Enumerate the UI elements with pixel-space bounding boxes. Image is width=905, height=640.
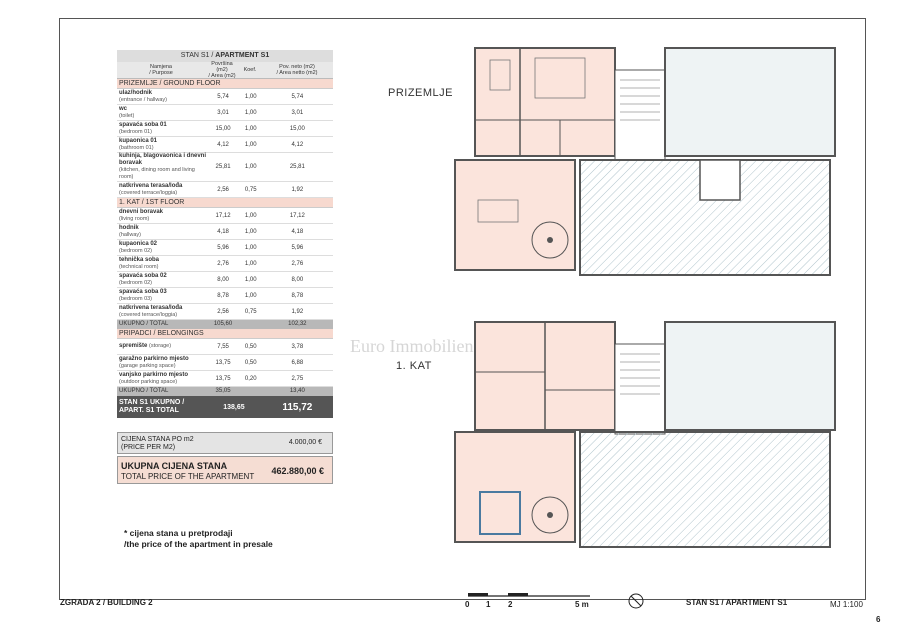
row-sub: (entrance / hallway) xyxy=(119,96,167,103)
row-name: natkrivena terasa/lođa xyxy=(119,182,183,189)
belongings-total-net: 13,40 xyxy=(289,388,305,394)
footer-building: ZGRADA 2 / BUILDING 2 xyxy=(60,598,153,607)
row-area: 3,01 xyxy=(217,109,229,116)
first-floor-plan xyxy=(455,322,835,547)
ground-floor-section: PRIZEMLJE / GROUND FLOOR xyxy=(117,79,333,89)
hdr-area: Površina (m2) xyxy=(211,61,233,73)
row-name: wc xyxy=(119,105,128,112)
hdr-net-sub: / Area netto (m2) xyxy=(276,70,318,76)
first-living-area xyxy=(455,432,575,542)
row-net: 8,00 xyxy=(291,276,304,283)
row-area: 5,74 xyxy=(217,93,229,100)
title-part-b: APARTMENT S1 xyxy=(215,52,270,59)
row-net: 3,01 xyxy=(291,109,304,116)
first-stairwell xyxy=(615,344,665,434)
note-line-2: /the price of the apartment in presale xyxy=(124,539,273,549)
level-label-first: 1. KAT xyxy=(396,360,432,372)
row-net: 2,75 xyxy=(291,375,304,382)
price-m2-value: 4.000,00 € xyxy=(288,439,322,446)
belongings-section: PRIPADCI / BELONGINGS xyxy=(117,329,333,339)
row-name: spavaća soba 01 xyxy=(119,121,167,128)
row-name: hodnik xyxy=(119,224,139,231)
hdr-coef: Koef. xyxy=(243,67,257,73)
row-sub: (bathroom 01) xyxy=(119,144,154,151)
total-net: 102,32 xyxy=(288,321,307,327)
row-sub: (outdoor parking space) xyxy=(119,378,178,385)
row-net: 1,92 xyxy=(291,308,304,315)
row-sub: (bedroom 02) xyxy=(119,247,153,254)
row-area: 2,56 xyxy=(217,186,229,193)
row-net: 5,96 xyxy=(291,244,304,251)
price-m2-label: CIJENA STANA PO m2 xyxy=(121,436,194,443)
row-name: garažno parkirno mjesto xyxy=(119,355,189,362)
grand-area: 138,65 xyxy=(223,403,245,411)
row-area: 5,96 xyxy=(217,244,229,251)
scale-tick-0: 0 xyxy=(465,600,470,609)
row-name: spremište xyxy=(119,343,148,349)
belongings-total-area: 35,05 xyxy=(215,388,231,394)
scale-tick-5: 5 m xyxy=(575,600,589,609)
hdr-net: Pov. neto (m2) xyxy=(279,64,315,70)
row-area: 4,18 xyxy=(217,228,229,235)
row-name: kuhinja, blagovaonica i dnevni boravak xyxy=(119,153,207,166)
row-coef: 1,00 xyxy=(244,276,257,283)
row-coef: 1,00 xyxy=(244,93,257,100)
row-sub: (kitchen, dining room and living room) xyxy=(119,167,195,180)
row-net: 5,74 xyxy=(291,93,304,100)
row-name: ulaz/hodnik xyxy=(119,89,152,96)
page-number: 6 xyxy=(876,615,881,624)
title-part-a: STAN S1 / xyxy=(180,52,216,59)
grand-label-2: APART. S1 TOTAL xyxy=(119,407,179,414)
row-area: 7,55 xyxy=(217,343,229,350)
row-net: 4,12 xyxy=(291,141,304,148)
row-coef: 1,00 xyxy=(244,125,257,132)
row-coef: 1,00 xyxy=(244,244,257,251)
row-name: dnevni boravak xyxy=(119,208,164,215)
north-arrow-icon xyxy=(629,594,643,608)
row-sub: (living room) xyxy=(119,215,150,222)
ground-neighbor-unit xyxy=(665,48,835,156)
hdr-area-sub: / Area (m2) xyxy=(208,73,236,79)
total-price-label: UKUPNA CIJENA STANA xyxy=(121,461,228,471)
row-area: 8,00 xyxy=(217,276,229,283)
scale-bar xyxy=(468,593,590,596)
ground-floor-plan xyxy=(455,48,835,275)
total-price-value: 462.880,00 € xyxy=(271,466,324,476)
row-name: vanjsko parkirno mjesto xyxy=(119,371,189,378)
total-label: UKUPNO / TOTAL xyxy=(119,321,169,327)
row-net: 3,78 xyxy=(291,343,304,350)
row-coef: 1,00 xyxy=(244,228,257,235)
grand-label-1: STAN S1 UKUPNO / xyxy=(119,399,185,406)
row-coef: 1,00 xyxy=(244,109,257,116)
level-label-ground: PRIZEMLJE xyxy=(388,87,454,99)
row-sub: (hallway) xyxy=(119,231,142,238)
row-area: 8,78 xyxy=(217,292,229,299)
row-area: 17,12 xyxy=(215,212,231,219)
row-name: spavaća soba 02 xyxy=(119,272,167,279)
total-price-sublabel: TOTAL PRICE OF THE APARTMENT xyxy=(121,472,255,481)
row-sub: (covered terrace/loggia) xyxy=(119,189,178,196)
row-coef: 1,00 xyxy=(244,292,257,299)
row-coef: 1,00 xyxy=(244,212,257,219)
row-coef: 1,00 xyxy=(244,141,257,148)
scale-tick-1: 1 xyxy=(486,600,491,609)
row-coef: 0,50 xyxy=(244,343,257,350)
row-area: 13,75 xyxy=(215,359,231,366)
grand-net: 115,72 xyxy=(282,401,313,413)
note-line-1: * cijena stana u pretprodaji xyxy=(124,528,233,538)
row-sub: (toilet) xyxy=(119,112,135,119)
ground-living-area xyxy=(455,160,575,270)
row-coef: 0,50 xyxy=(244,359,257,366)
row-name: spavaća soba 03 xyxy=(119,288,167,295)
row-sub: (garage parking space) xyxy=(119,362,176,369)
footer-apartment: STAN S1 / APARTMENT S1 xyxy=(686,598,788,607)
row-net: 2,76 xyxy=(291,260,304,267)
row-area: 2,76 xyxy=(217,260,229,267)
first-neighbor-unit xyxy=(665,322,835,430)
row-area: 2,56 xyxy=(217,308,229,315)
row-sub: (bedroom 01) xyxy=(119,128,153,135)
watermark-text: Euro Immobilien xyxy=(350,336,474,356)
first-terrace xyxy=(580,432,830,547)
row-net: 8,78 xyxy=(291,292,304,299)
hdr-purpose: Namjena xyxy=(149,64,172,70)
row-name: tehnička soba xyxy=(119,256,160,263)
scale-tick-2: 2 xyxy=(508,600,513,609)
row-name: kupaonica 01 xyxy=(119,137,158,144)
row-net: 4,18 xyxy=(291,228,304,235)
total-area: 105,60 xyxy=(213,321,233,327)
row-name: kupaonica 02 xyxy=(119,240,158,247)
row-coef: 1,00 xyxy=(244,164,257,170)
row-coef: 0,75 xyxy=(244,186,257,193)
row-sub: (covered terrace/loggia) xyxy=(119,311,178,318)
row-sub: (storage) xyxy=(149,343,172,349)
row-coef: 0,20 xyxy=(244,375,257,382)
row-name: natkrivena terasa/lođa xyxy=(119,304,183,311)
hdr-purpose-sub: / Purpose xyxy=(149,70,173,76)
first-floor-section: 1. KAT / 1ST FLOOR xyxy=(117,198,333,208)
row-net: 25,81 xyxy=(289,164,305,170)
row-net: 1,92 xyxy=(291,186,304,193)
row-net: 15,00 xyxy=(289,125,305,132)
row-area: 13,75 xyxy=(215,375,231,382)
row-sub: (bedroom 03) xyxy=(119,295,153,302)
row-sub: (technical room) xyxy=(119,263,159,270)
row-coef: 1,00 xyxy=(244,260,257,267)
row-coef: 0,75 xyxy=(244,308,257,315)
price-m2-sublabel: (PRICE PER M2) xyxy=(121,444,176,451)
footer-scale: MJ 1:100 xyxy=(830,600,863,609)
row-sub: (bedroom 02) xyxy=(119,279,153,286)
row-net: 6,88 xyxy=(291,359,304,366)
ground-stairwell xyxy=(615,70,665,160)
row-area: 25,81 xyxy=(215,164,231,170)
ground-bedroom-area xyxy=(475,48,615,156)
row-area: 4,12 xyxy=(217,141,229,148)
row-area: 15,00 xyxy=(215,125,231,132)
row-net: 17,12 xyxy=(289,212,305,219)
belongings-total-label: UKUPNO / TOTAL xyxy=(119,388,169,394)
